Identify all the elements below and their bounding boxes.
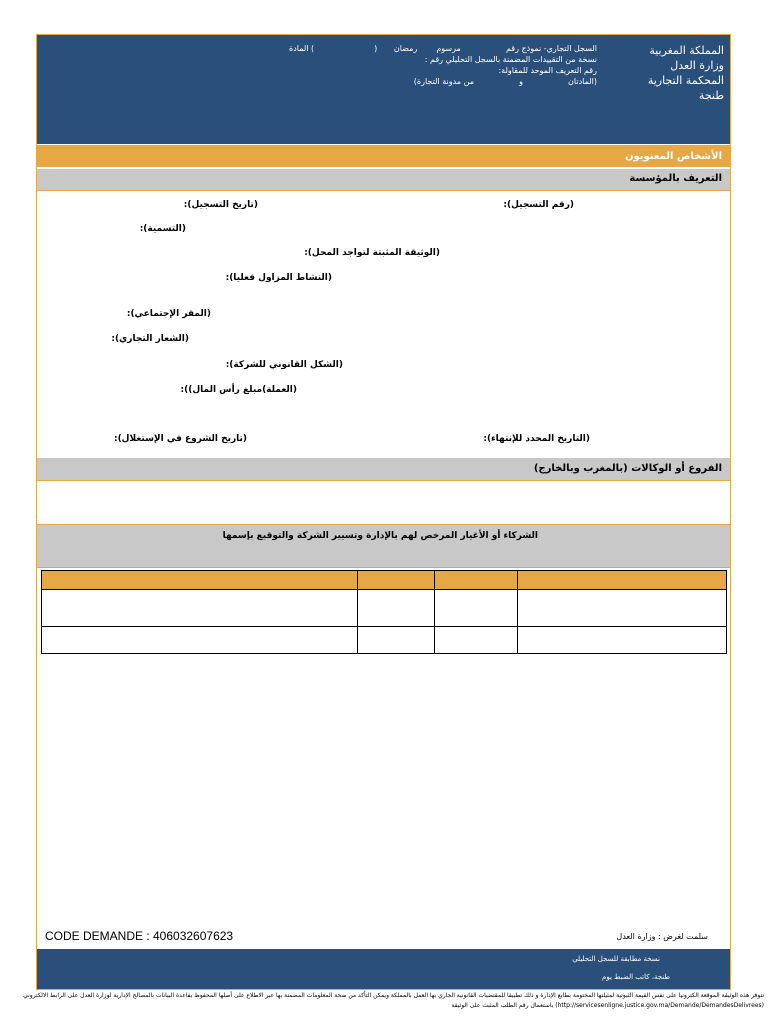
- partners-col-4: [518, 571, 727, 590]
- registration-date-field: (تاريخ التسجيل):: [183, 200, 258, 210]
- issuer-block: [648, 43, 724, 103]
- ice-line: رقم التعريف الموحد للمقاولة:: [498, 66, 597, 75]
- code-demande: CODE DEMANDE : 406032607623: [45, 929, 234, 943]
- table-row: [42, 627, 727, 654]
- headquarters-field: (المقر الإجتماعي):: [126, 309, 211, 319]
- trade-sign-field: (الشعار التجاري):: [111, 334, 189, 344]
- partners-bar: [37, 524, 730, 568]
- registration-number-field: (رقم التسجيل):: [503, 200, 574, 210]
- identification-title: التعريف بالمؤسسة: [629, 173, 722, 184]
- table-row: [42, 590, 727, 627]
- capital-field: (العملة)مبلغ رأس المال)):: [180, 385, 297, 395]
- partners-table-header: [42, 571, 727, 590]
- partners-col-3: [435, 571, 518, 590]
- name-field: (التسمية):: [139, 224, 186, 234]
- premises-document-field: (الوثيقة المثبتة لتواجد المحل):: [304, 248, 440, 258]
- kingdom-label: المملكة المغربية: [649, 44, 724, 57]
- end-date-field: (التاريخ المحدد للإنتهاء):: [483, 434, 590, 444]
- legal-persons-bar: [37, 145, 730, 167]
- ministry-label: وزارة العدل: [670, 59, 724, 72]
- register-model-label: السجل التجاري- نموذج رقم: [505, 44, 597, 53]
- register-reference-block: [267, 43, 597, 87]
- partners-table: [41, 570, 727, 654]
- activity-field: (النشاط المزاول فعليا):: [225, 273, 332, 283]
- issued-for: سلمت لغرض : وزارة العدل: [616, 932, 708, 941]
- ramadan-label: رمضان: [393, 44, 418, 53]
- city-label: طنجة: [698, 89, 724, 102]
- and-label: و: [519, 77, 523, 86]
- branches-title: الفروع أو الوكالات (بالمغرب وبالخارج): [533, 463, 722, 474]
- document-footer: [37, 949, 730, 989]
- legal-persons-title: الأشخاص المعنويون: [624, 151, 722, 162]
- code-reference: من مدونة التجارة): [413, 77, 474, 86]
- court-label: المحكمة التجارية: [647, 74, 724, 87]
- partners-col-2: [358, 571, 435, 590]
- register-line: السجل التجاري- نموذج رقم مرسوم رمضان () المادة: [289, 44, 597, 53]
- partners-title: الشركاء أو الأغيار المرخص لهم بالإدارة وتسيير الشركة والتوقيع بإسمها: [222, 531, 538, 541]
- copy-line: نسخة من التقييدات المضمنة بالسجل التحليلي رقم :: [424, 55, 597, 64]
- identification-bar: [37, 169, 730, 191]
- articles-label: (المادتان: [568, 77, 597, 86]
- decree-label: مرسوم: [436, 44, 461, 53]
- start-date-field: (تاريخ الشروع في الإستغلال):: [113, 434, 247, 444]
- branches-bar: [37, 458, 730, 481]
- article-label: المادة: [289, 44, 309, 53]
- partners-col-1: [42, 571, 358, 590]
- legal-disclaimer: تتوفر هذه الوثيقة الموقعة الكترونيا على نفس القيمة الثبوتية لمثيلتها المختومة بطابع الإدارة و ذلك تطبيقا للمقتضيات القانونية الجاري بها العمل بالمملكة ويمكن التأكد من صحة المعلومات المضمنة بها عبر الاطلاع على أصلها المحفوظ بقاعدة البيانات بالمصالح الإدارية لوزارة العدل على الرابط الالكتروني (http://servicesenligne.justice.gov.ma/Demande/DemandesDelivrees) باستعمال رقم الطلب المثبت على الوثيقة: [23, 992, 764, 1009]
- document-header: [37, 35, 730, 144]
- legal-form-field: (الشكل القانوني للشركة):: [225, 360, 343, 370]
- clerk-label: طنجة، كاتب الضبط يوم: [602, 973, 670, 981]
- articles-line: [267, 76, 597, 87]
- copy-conform-label: نسخة مطابقة للسجل التحليلي: [572, 955, 660, 963]
